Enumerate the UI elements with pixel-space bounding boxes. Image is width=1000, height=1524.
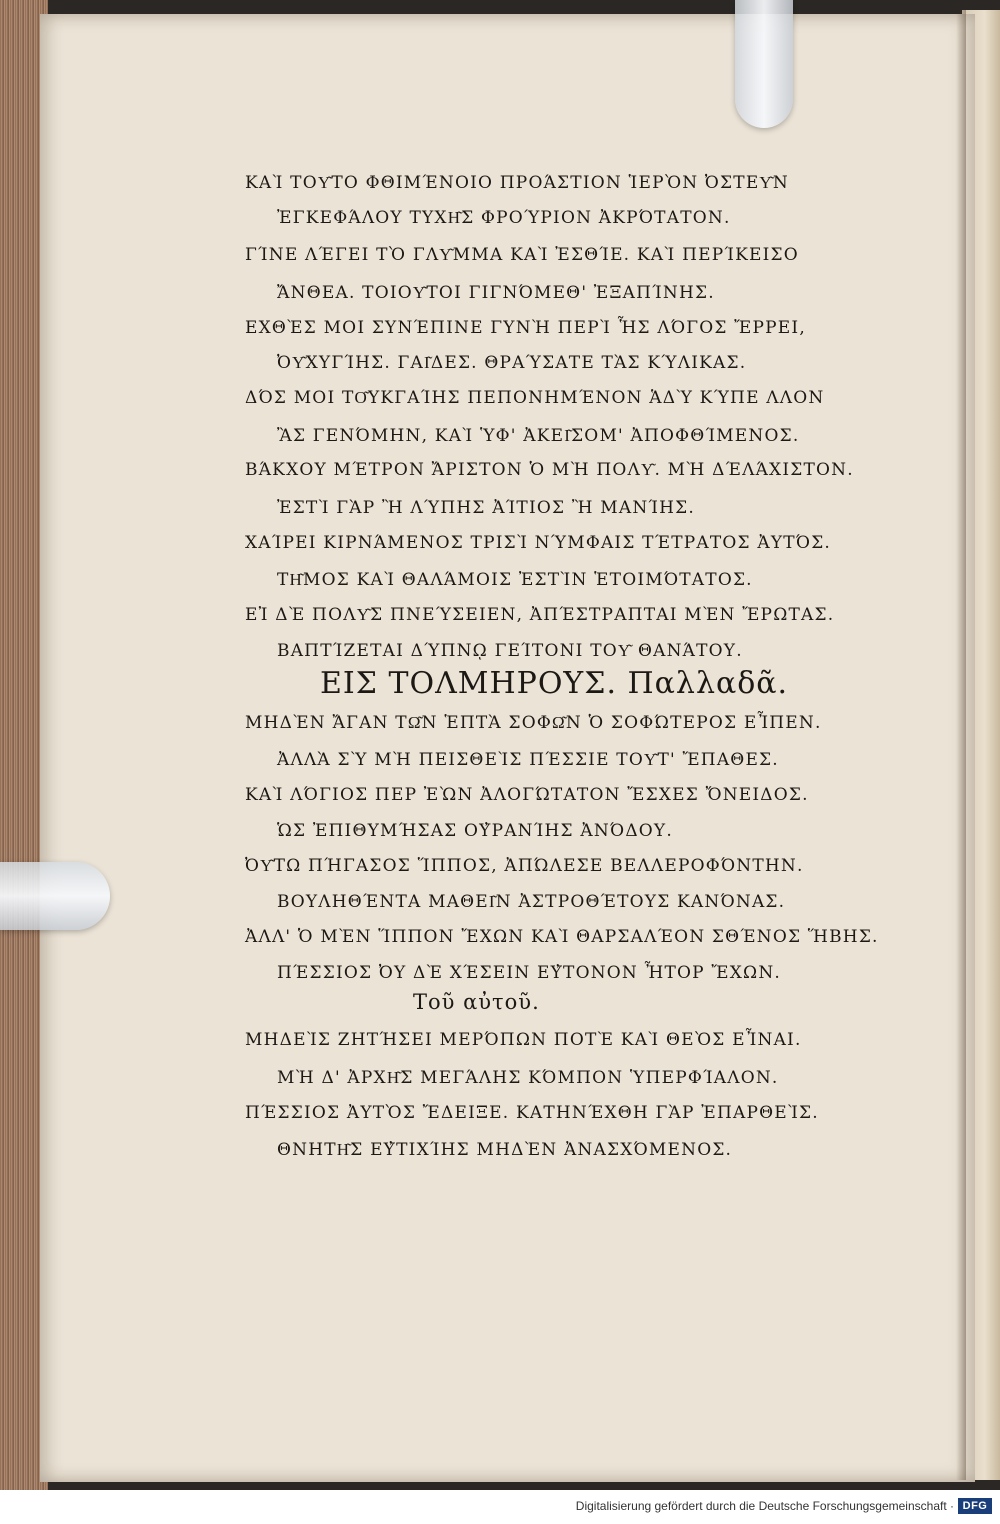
text-line: ΕΧΘῈΣ ΜΟΙ ΣΥΝΈΠΙΝΕ ΓΥΝῊ ΠΕΡῚ ἯΣ ΛΌΓΟΣ ἜΡΡΕΙ, xyxy=(245,318,806,338)
text-line: ὩΣ ἘΠΙΘΥΜΉΣΑΣ ΟΥ̓ΡΑΝΊΗΣ ἈΝΌΔΟΥ. xyxy=(277,821,673,841)
text-line: ΜΗΔΕῚΣ ΖΗΤΉΣΕΙ ΜΕΡΌΠΩΝ ΠΟΤῈ ΚΑῚ ΘΕῸΣ ΕἾΝΑΙ. xyxy=(245,1030,802,1050)
text-line: ἌΝΘΕΑ. ΤΟΙΟΥ͂ΤΟΙ ΓΙΓΝΌΜΕΘ' ἘΞΑΠΊΝΗΣ. xyxy=(277,283,715,303)
text-line: ΕἸ ΔῈ ΠΟΛΥ͂Σ ΠΝΕΎΣΕΙΕΝ, ἈΠΈΣΤΡΑΠΤΑΙ ΜῈΝ ἜΡΩΤΑΣ. xyxy=(245,605,835,625)
text-line: ΜΗΔῈΝ ἌΓΑΝ ΤΩ͂Ν ἙΠΤᾺ ΣΟΦΩ͂Ν Ὁ ΣΟΦΏΤΕΡΟΣ ΕἾΠΕΝ. xyxy=(245,713,822,733)
text-line: ΠΈΣΣΙΟΣ ἈΥΤῸΣ ἜΔΕΙΞΕ. ΚΑΤΗΝΈΧΘΗ ΓᾺΡ ἘΠΑΡΘΕῚΣ. xyxy=(245,1103,819,1123)
text-line: ΒΑΠΤΊΖΕΤΑΙ ΔΎΠΝῼ ΓΕΊΤΟΝΙ ΤΟΥ͂ ΘΑΝΆΤΟΥ. xyxy=(277,641,743,661)
book-page xyxy=(40,14,975,1482)
section-heading: ΕΙΣ ΤΟΛΜΗΡΟΥΣ. Παλλαδᾶ. xyxy=(320,666,789,701)
page-gutter-shadow xyxy=(956,10,966,1480)
text-line: ΒΆΚΧΟΥ ΜΈΤΡΟΝ ἌΡΙΣΤΟΝ Ὁ ΜῊ ΠΟΛΥ͂. ΜῊ ΔΈΛΆΧΙΣΤΟΝ. xyxy=(245,460,854,480)
text-line: ΠΈΣΣΙΟΣ ὈΥ ΔῈ ΧΈΣΕΙΝ ΕΥ̓ΤΟΝΟΝ ἮΤΟΡ ἜΧΩΝ. xyxy=(277,963,781,983)
footer-bar xyxy=(0,1490,1000,1524)
footer-credit: Digitalisierung gefördert durch die Deutsche Forschungsgemeinschaft · xyxy=(575,1499,954,1513)
sub-heading: Τοῦ αὐτοῦ. xyxy=(413,990,540,1014)
dfg-logo-icon: DFG xyxy=(958,1498,992,1514)
text-line: ἈΛΛᾺ ΣῪ ΜῊ ΠΕΙΣΘΕῚΣ ΠΈΣΣΙΕ ΤΟΥ͂Τ' ἜΠΑΘΕΣ. xyxy=(277,750,779,770)
text-line: ἈΛΛ' Ὁ ΜῈΝ ἽΠΠΟΝ ἜΧΩΝ ΚΑῚ ΘΑΡΣΑΛΈΟΝ ΣΘΈΝΟΣ ἭΒΗΣ. xyxy=(245,927,879,947)
plastic-clip-left xyxy=(0,862,110,930)
text-line: ἊΣ ΓΕΝΌΜΗΝ, ΚΑῚ ὙΦ' ἈΚΕΙ͂ΣΟΜ' ἈΠΟΦΘΊΜΕΝΟΣ. xyxy=(277,426,800,446)
plastic-clip-top xyxy=(735,0,793,128)
text-line: ΜῊ Δ' ἈΡΧΗ͂Σ ΜΕΓΆΛΗΣ ΚΌΜΠΟΝ ὙΠΕΡΦΊΑΛΟΝ. xyxy=(277,1068,779,1088)
text-line: ἘΓΚΕΦΆΛΟΥ ΤΥΧΗ͂Σ ΦΡΟΎΡΙΟΝ ἈΚΡΌΤΑΤΟΝ. xyxy=(277,208,731,228)
text-line: ΒΟΥΛΗΘΈΝΤΑ ΜΑΘΕΙ͂Ν ἈΣΤΡΟΘΈΤΟΥΣ ΚΑΝΌΝΑΣ. xyxy=(277,892,786,912)
text-line: ὈΥ͂ΧΥΓΊΗΣ. ΓΑΙ͂ΔΕΣ. ΘΡΑΎΣΑΤΕ ΤᾺΣ ΚΎΛΙΚΑΣ. xyxy=(277,353,747,373)
text-line: ΚΑῚ ΤΟΥ͂ΤΟ ΦΘΙΜΈΝΟΙΟ ΠΡΟΆΣΤΙΟΝ ἹΕΡῸΝ ὈΣΤΕΥ͂Ν xyxy=(245,173,789,193)
text-line: ΓΊΝΕ ΛΈΓΕΙ ΤῸ ΓΛΥ͂ΜΜΑ ΚΑῚ ἘΣΘΊΕ. ΚΑῚ ΠΕΡΊΚΕΙΣΟ xyxy=(245,245,799,265)
text-line: ΚΑῚ ΛΌΓΙΟΣ ΠΕΡ ἘῺΝ ἈΛΟΓΏΤΑΤΟΝ ἜΣΧΕΣ ὌΝΕΙΔΟΣ. xyxy=(245,785,809,805)
text-line: ΤΗ͂ΜΟΣ ΚΑῚ ΘΑΛΆΜΟΙΣ ἘΣΤῚΝ ἙΤΟΙΜΌΤΑΤΟΣ. xyxy=(277,570,753,590)
text-line: ὈΥ͂ΤΩ ΠΉΓΑΣΟΣ ἽΠΠΟΣ, ἈΠΏΛΕΣΕ ΒΕΛΛΕΡΟΦΌΝΤΗΝ. xyxy=(245,856,804,876)
text-line: ἘΣΤῚ ΓᾺΡ Ἢ ΛΎΠΗΣ ἈΊΤΙΟΣ Ἢ ΜΑΝΊΗΣ. xyxy=(277,498,696,518)
text-line: ΧΑΊΡΕΙ ΚΙΡΝΆΜΕΝΟΣ ΤΡΙΣῚ ΝΎΜΦΑΙΣ ΤΈΤΡΑΤΟΣ ἈΥΤΌΣ. xyxy=(245,533,832,553)
text-line: ΘΝΗΤΗ͂Σ ΕΥ̓ΤΙΧΊΗΣ ΜΗΔῈΝ ἈΝΑΣΧΌΜΕΝΟΣ. xyxy=(277,1140,733,1160)
text-line: ΔΌΣ ΜΟΙ ΤΟ͂ΥΚΓΑΊΗΣ ΠΕΠΟΝΗΜΈΝΟΝ ἉΔῪ ΚΎΠΕ ΛΛΟΝ xyxy=(245,388,825,408)
